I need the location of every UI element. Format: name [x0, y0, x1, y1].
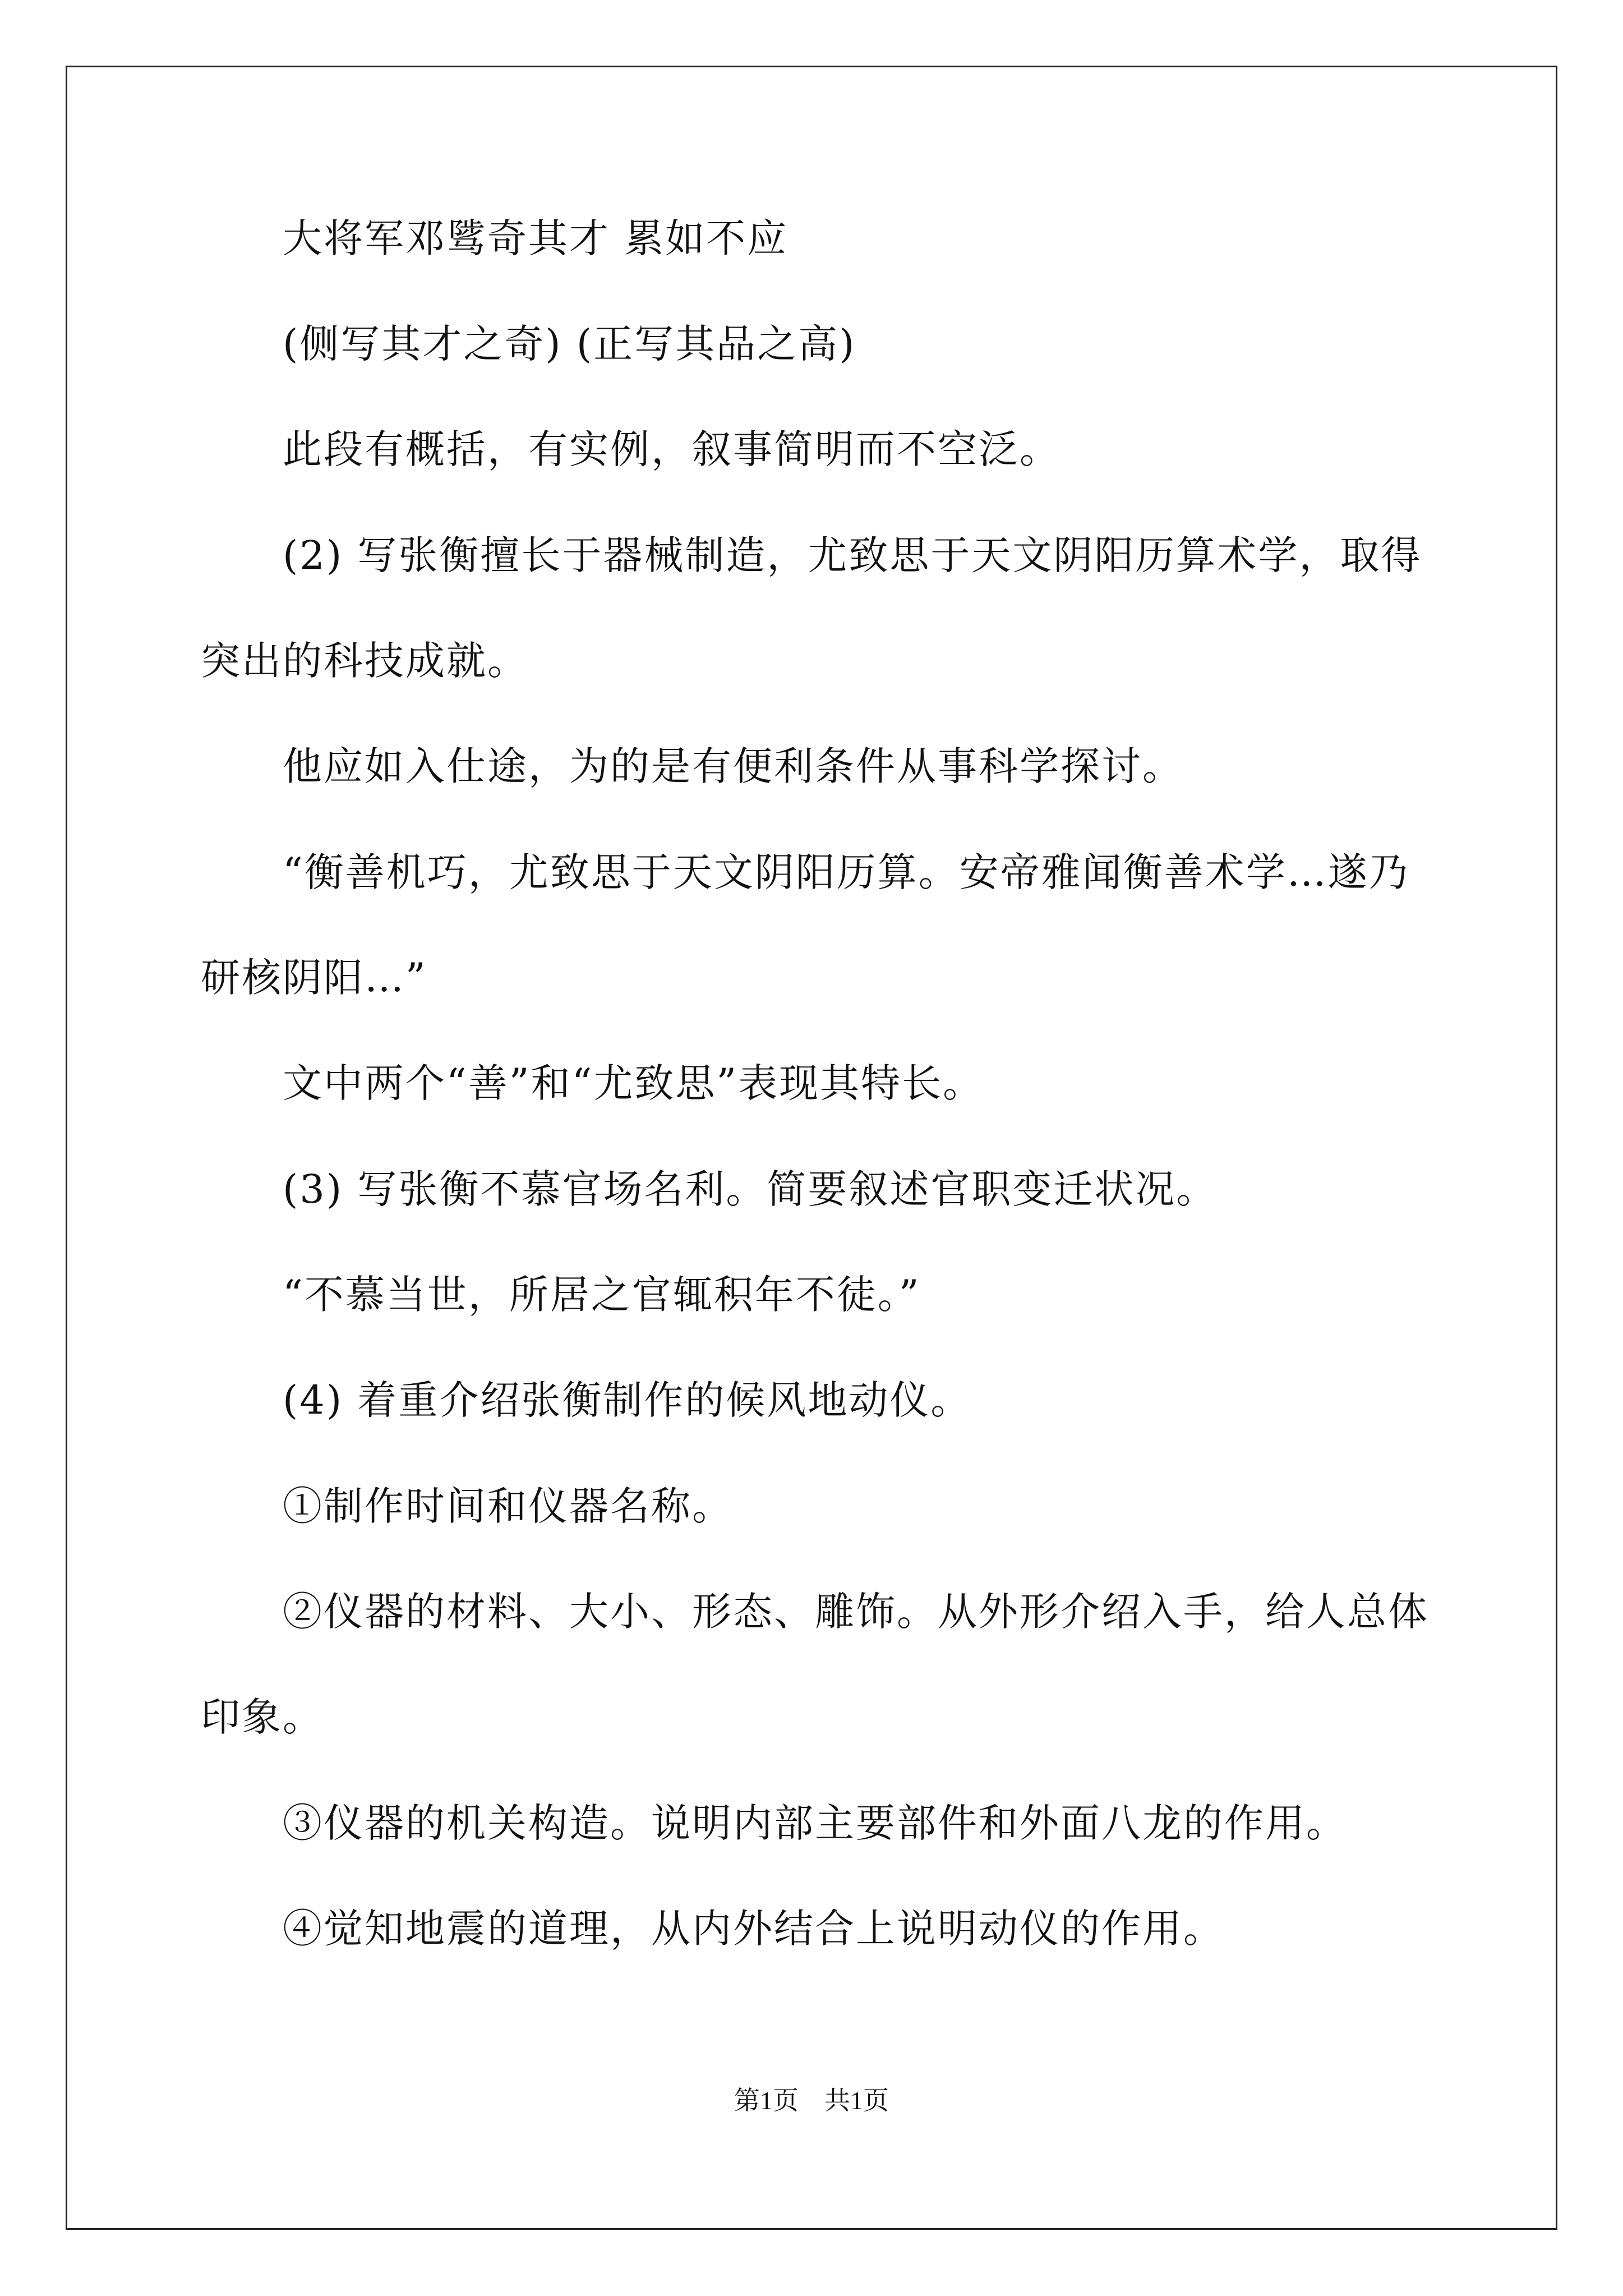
paragraph-line: 突出的科技成就。 — [201, 638, 528, 684]
page-number-footer: 第1页 共1页 — [734, 2086, 889, 2115]
paragraph-line: ①制作时间和仪器名称。 — [283, 1483, 733, 1529]
paragraph-line: 研核阴阳…” — [201, 955, 427, 1001]
paragraph-line: ②仪器的材料、大小、形态、雕饰。从外形介绍入手，给人总体 — [283, 1589, 1429, 1635]
paragraph-line: ③仪器的机关构造。说明内部主要部件和外面八龙的作用。 — [283, 1800, 1347, 1846]
paragraph-line: 大将军邓骘奇其才 累如不应 — [283, 215, 789, 261]
paragraph-line: (侧写其才之奇) (正写其品之高) — [283, 321, 856, 367]
paragraph-line: 印象。 — [201, 1694, 324, 1740]
paragraph-line: 他应如入仕途，为的是有便利条件从事科学探讨。 — [283, 743, 1183, 789]
paragraph-line: (2) 写张衡擅长于器械制造，尤致思于天文阴阳历算术学，取得 — [283, 532, 1422, 578]
paragraph-line: 文中两个“善”和“尤致思”表现其特长。 — [283, 1060, 984, 1106]
paragraph-line: “衡善机巧，尤致思于天文阴阳历算。安帝雅闻衡善术学…遂乃 — [283, 849, 1410, 895]
paragraph-line: (3) 写张衡不慕官场名利。简要叙述官职变迁状况。 — [283, 1166, 1218, 1212]
paragraph-line: 此段有概括，有实例，叙事简明而不空泛。 — [283, 426, 1061, 472]
paragraph-line: ④觉知地震的道理，从内外结合上说明动仪的作用。 — [283, 1906, 1224, 1952]
paragraph-line: (4) 着重介绍张衡制作的候风地动仪。 — [283, 1377, 972, 1423]
paragraph-line: “不慕当世，所居之官辄积年不徒。” — [283, 1272, 921, 1318]
